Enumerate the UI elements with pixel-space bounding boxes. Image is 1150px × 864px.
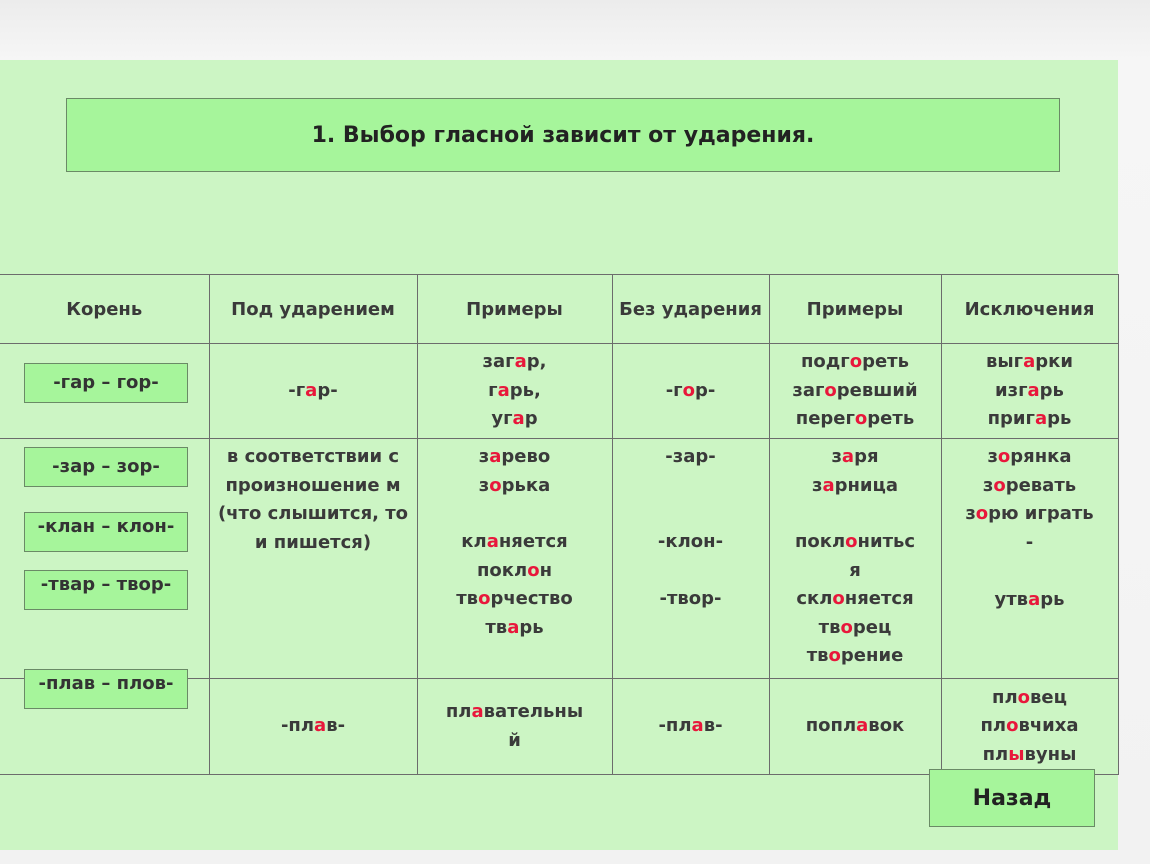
header-unstressed: Без ударения	[612, 275, 769, 344]
header-examples: Примеры	[417, 275, 612, 344]
unstressed-examples-cell: подгореть загоревший перегореть	[769, 344, 941, 439]
root-link-plav[interactable]: -плав – плов-	[24, 669, 188, 709]
unstressed-cell: -гор-	[612, 344, 769, 439]
header-examples-2: Примеры	[769, 275, 941, 344]
back-button[interactable]	[929, 769, 1095, 827]
unstressed-cell: -зар- -клон- -твор-	[612, 439, 769, 679]
examples-cell: зарево зорька кланяется поклон творчество тварь	[417, 439, 612, 679]
exceptions-cell: выгарки изгарь пригарь	[941, 344, 1118, 439]
root-link-gar[interactable]: -гар – гор-	[24, 363, 188, 403]
exceptions-cell: зорянка зоревать зорю играть - утварь	[941, 439, 1118, 679]
root-link-tvar[interactable]: -твар – твор-	[24, 570, 188, 610]
stressed-cell: -плав-	[209, 679, 417, 775]
unstressed-cell: -плав-	[612, 679, 769, 775]
root-link-zar[interactable]: -зар – зор-	[24, 447, 188, 487]
page-title	[66, 98, 1060, 172]
root-link-klan[interactable]: -клан – клон-	[24, 512, 188, 552]
back-button-label: Назад	[972, 785, 1052, 811]
page-title-text: 1. Выбор гласной зависит от ударения.	[311, 122, 815, 148]
examples-cell: загар, гарь, угар	[417, 344, 612, 439]
rule-cell: в соответствии с произношение м (что слышится, то и пишется)	[209, 439, 417, 679]
examples-cell: плавательны й	[417, 679, 612, 775]
header-root: Корень	[0, 275, 209, 344]
header-stressed: Под ударением	[209, 275, 417, 344]
unstressed-examples-cell: поплавок	[769, 679, 941, 775]
exceptions-cell: пловец пловчиха плывуны	[941, 679, 1118, 775]
header-exceptions: Исключения	[941, 275, 1118, 344]
stressed-cell: -гар-	[209, 344, 417, 439]
unstressed-examples-cell: заря зарница поклонитьс я склоняется творец творение	[769, 439, 941, 679]
table-header-row	[0, 275, 1118, 344]
